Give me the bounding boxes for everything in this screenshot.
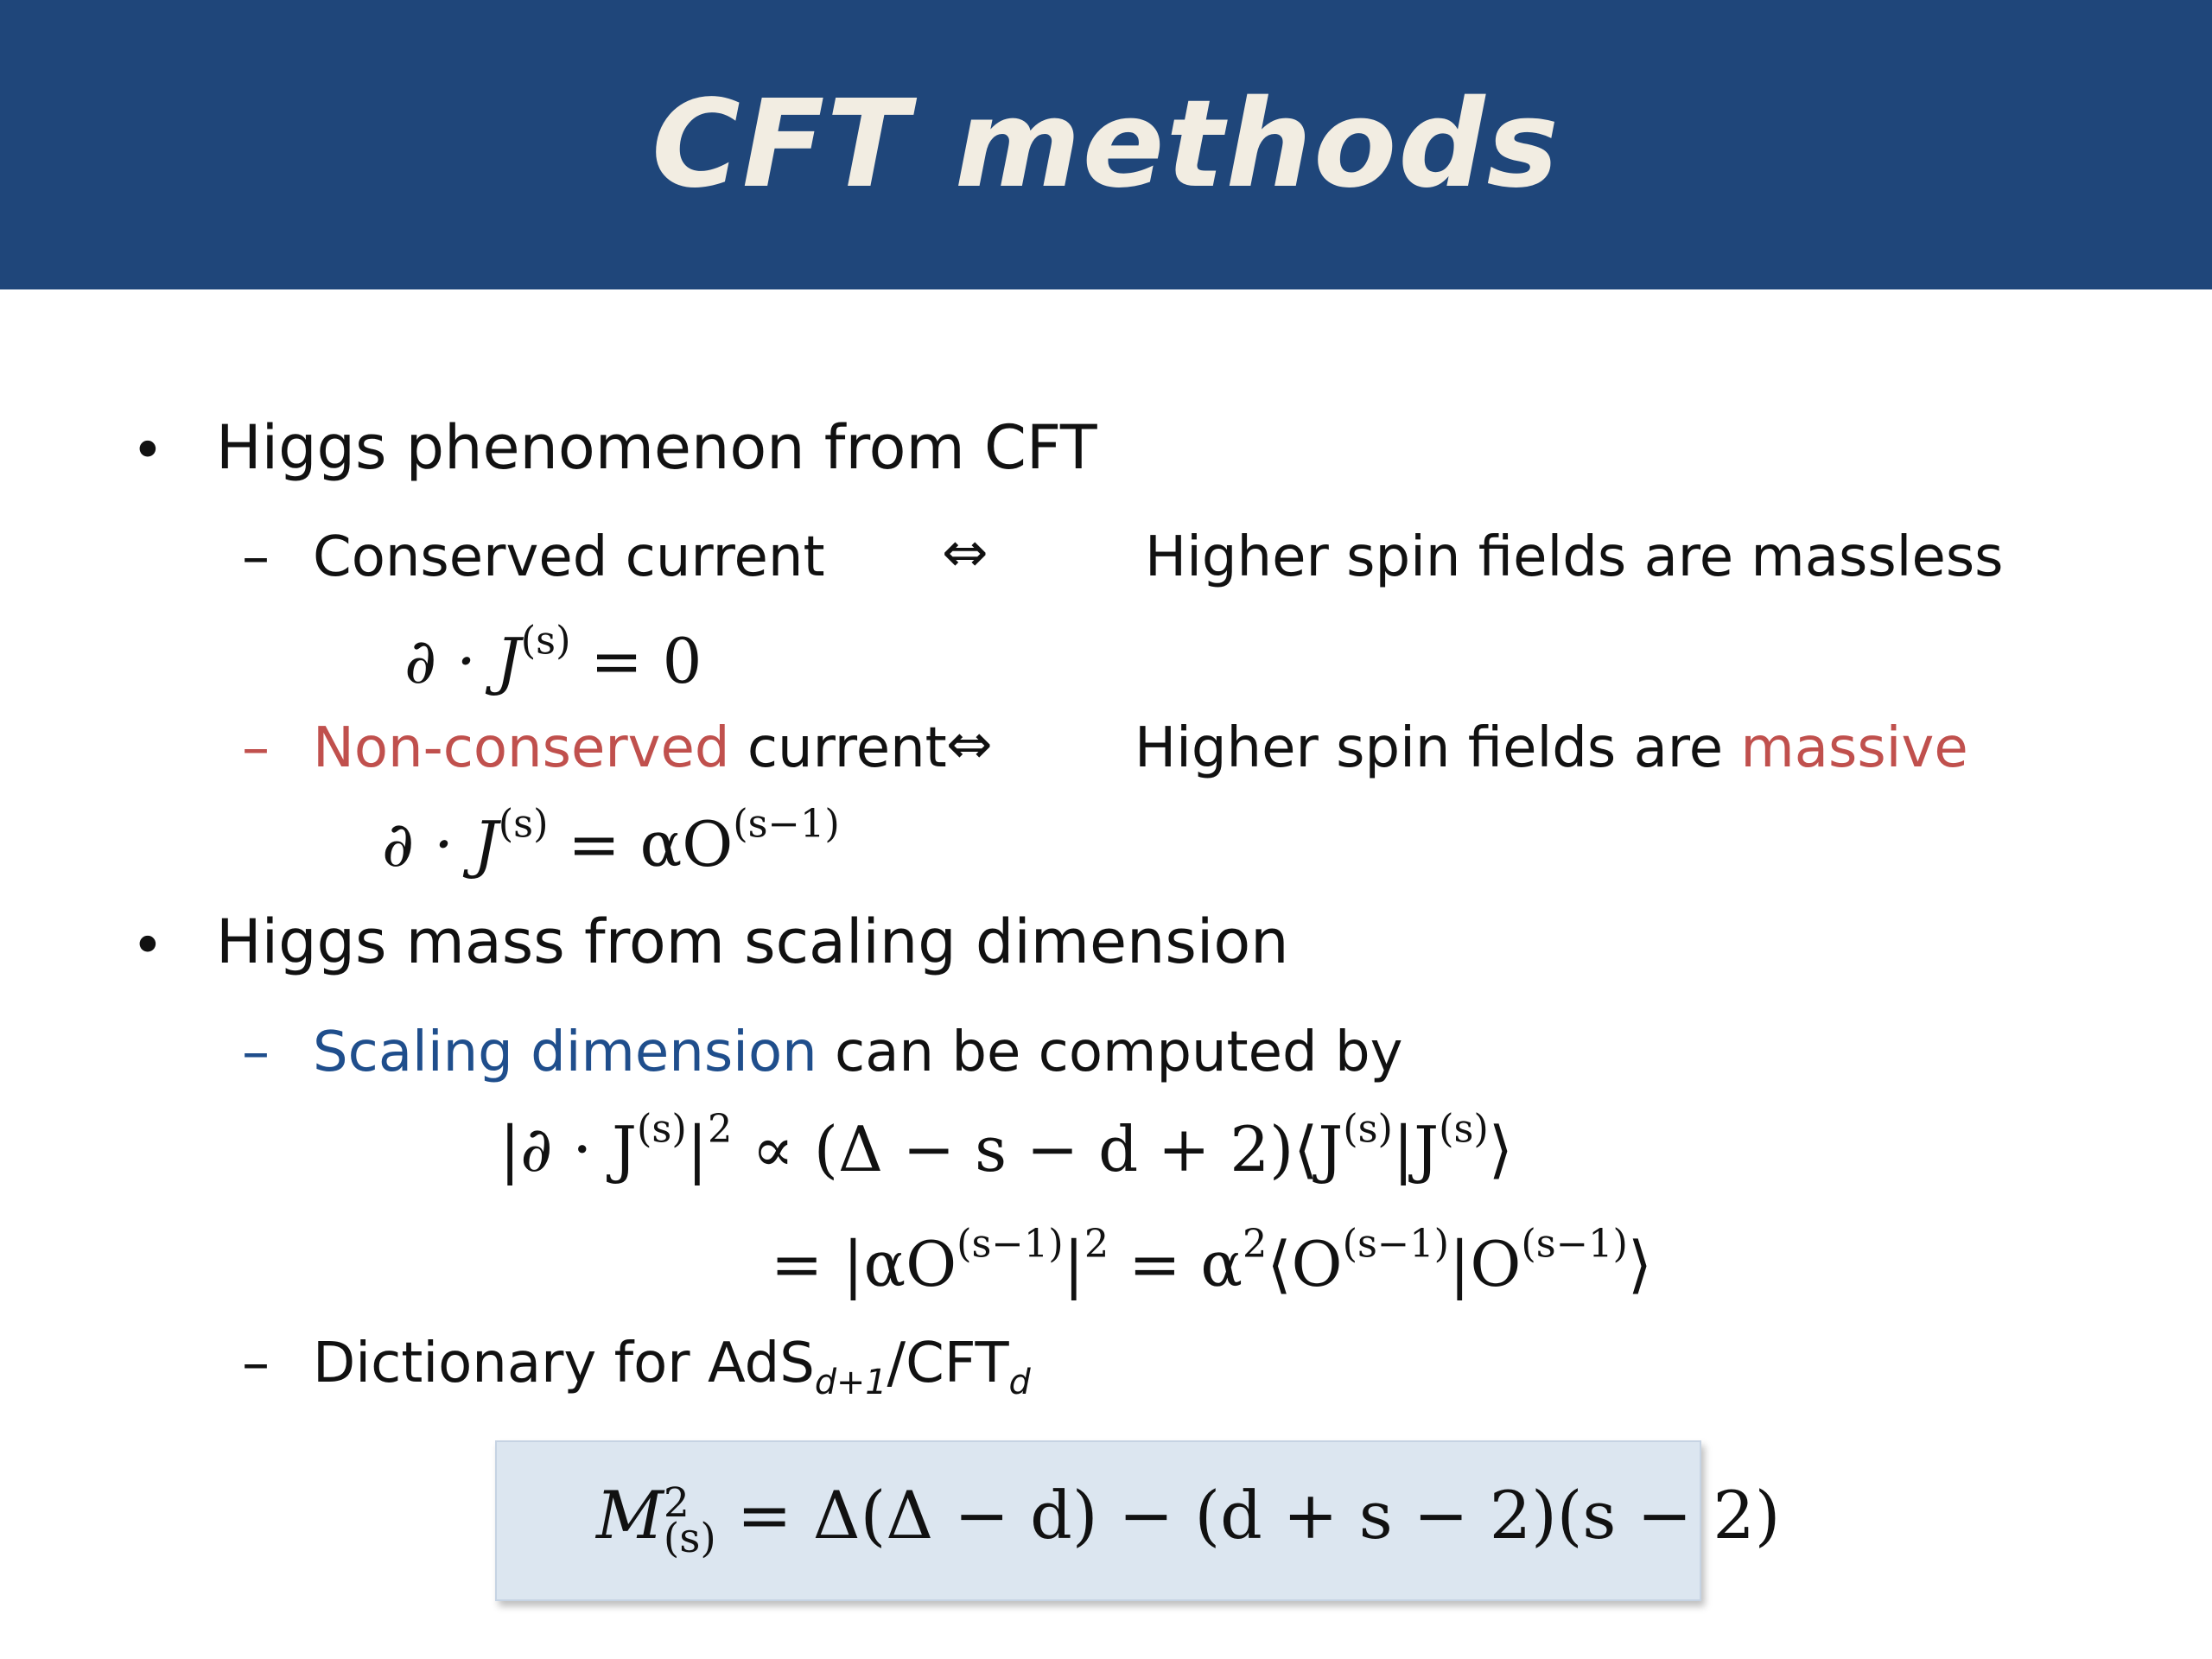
dash-marker-red: – bbox=[242, 716, 270, 780]
mass-formula-box bbox=[495, 1440, 1781, 1601]
massive-fields-label: Higher spin fields are massive bbox=[1135, 716, 1968, 780]
conserved-current-label: Conserved current bbox=[313, 525, 825, 589]
bullet-higgs-phenomenon: Higgs phenomenon from CFT bbox=[216, 412, 1097, 483]
scaling-equation-line1: |∂ · $J^{(s)}|^2 \propto (\Delta - s - d$ + $2)⟨J^{(s)}|J^{(s)}⟩$ bbox=[499, 1106, 1513, 1185]
non-conservation-equation: ∂ · $J^{(s)} = \alpha O^{(s-1)}$ bbox=[382, 801, 840, 880]
slide-title: CFT methods bbox=[652, 74, 1560, 215]
dash-marker: – bbox=[242, 525, 270, 589]
dictionary-label: Dictionary for $AdS_{d+1}/CFT_d$ bbox=[313, 1332, 1031, 1402]
dash-marker-blue: – bbox=[242, 1020, 270, 1084]
conservation-equation: ∂ · $J^{(s)} = 0$ bbox=[404, 618, 702, 697]
dash-marker: – bbox=[242, 1332, 270, 1395]
equivalence-arrow: ⇔ bbox=[946, 713, 993, 777]
bullet-marker: • bbox=[131, 419, 164, 483]
mass-formula: M 2 (s) = Δ(Δ − d) − (d + s − 2)(s − 2) bbox=[596, 1477, 1781, 1562]
equivalence-arrow: ⇔ bbox=[942, 521, 988, 585]
bullet-marker: • bbox=[131, 914, 164, 978]
massless-fields-label: Higher spin fields are massless bbox=[1145, 525, 2004, 589]
non-conserved-current-label: Non-conserved current bbox=[313, 716, 947, 780]
scaling-dimension-label: Scaling dimension can be computed by bbox=[313, 1020, 1403, 1084]
scaling-equation-line2: = $|\alpha O^{(s-1)}|^2$ = $\alpha^2⟨O^{(s-1)}|O^{(s-1)}⟩$ bbox=[771, 1221, 1652, 1300]
bullet-higgs-mass: Higgs mass from scaling dimension bbox=[216, 906, 1289, 977]
